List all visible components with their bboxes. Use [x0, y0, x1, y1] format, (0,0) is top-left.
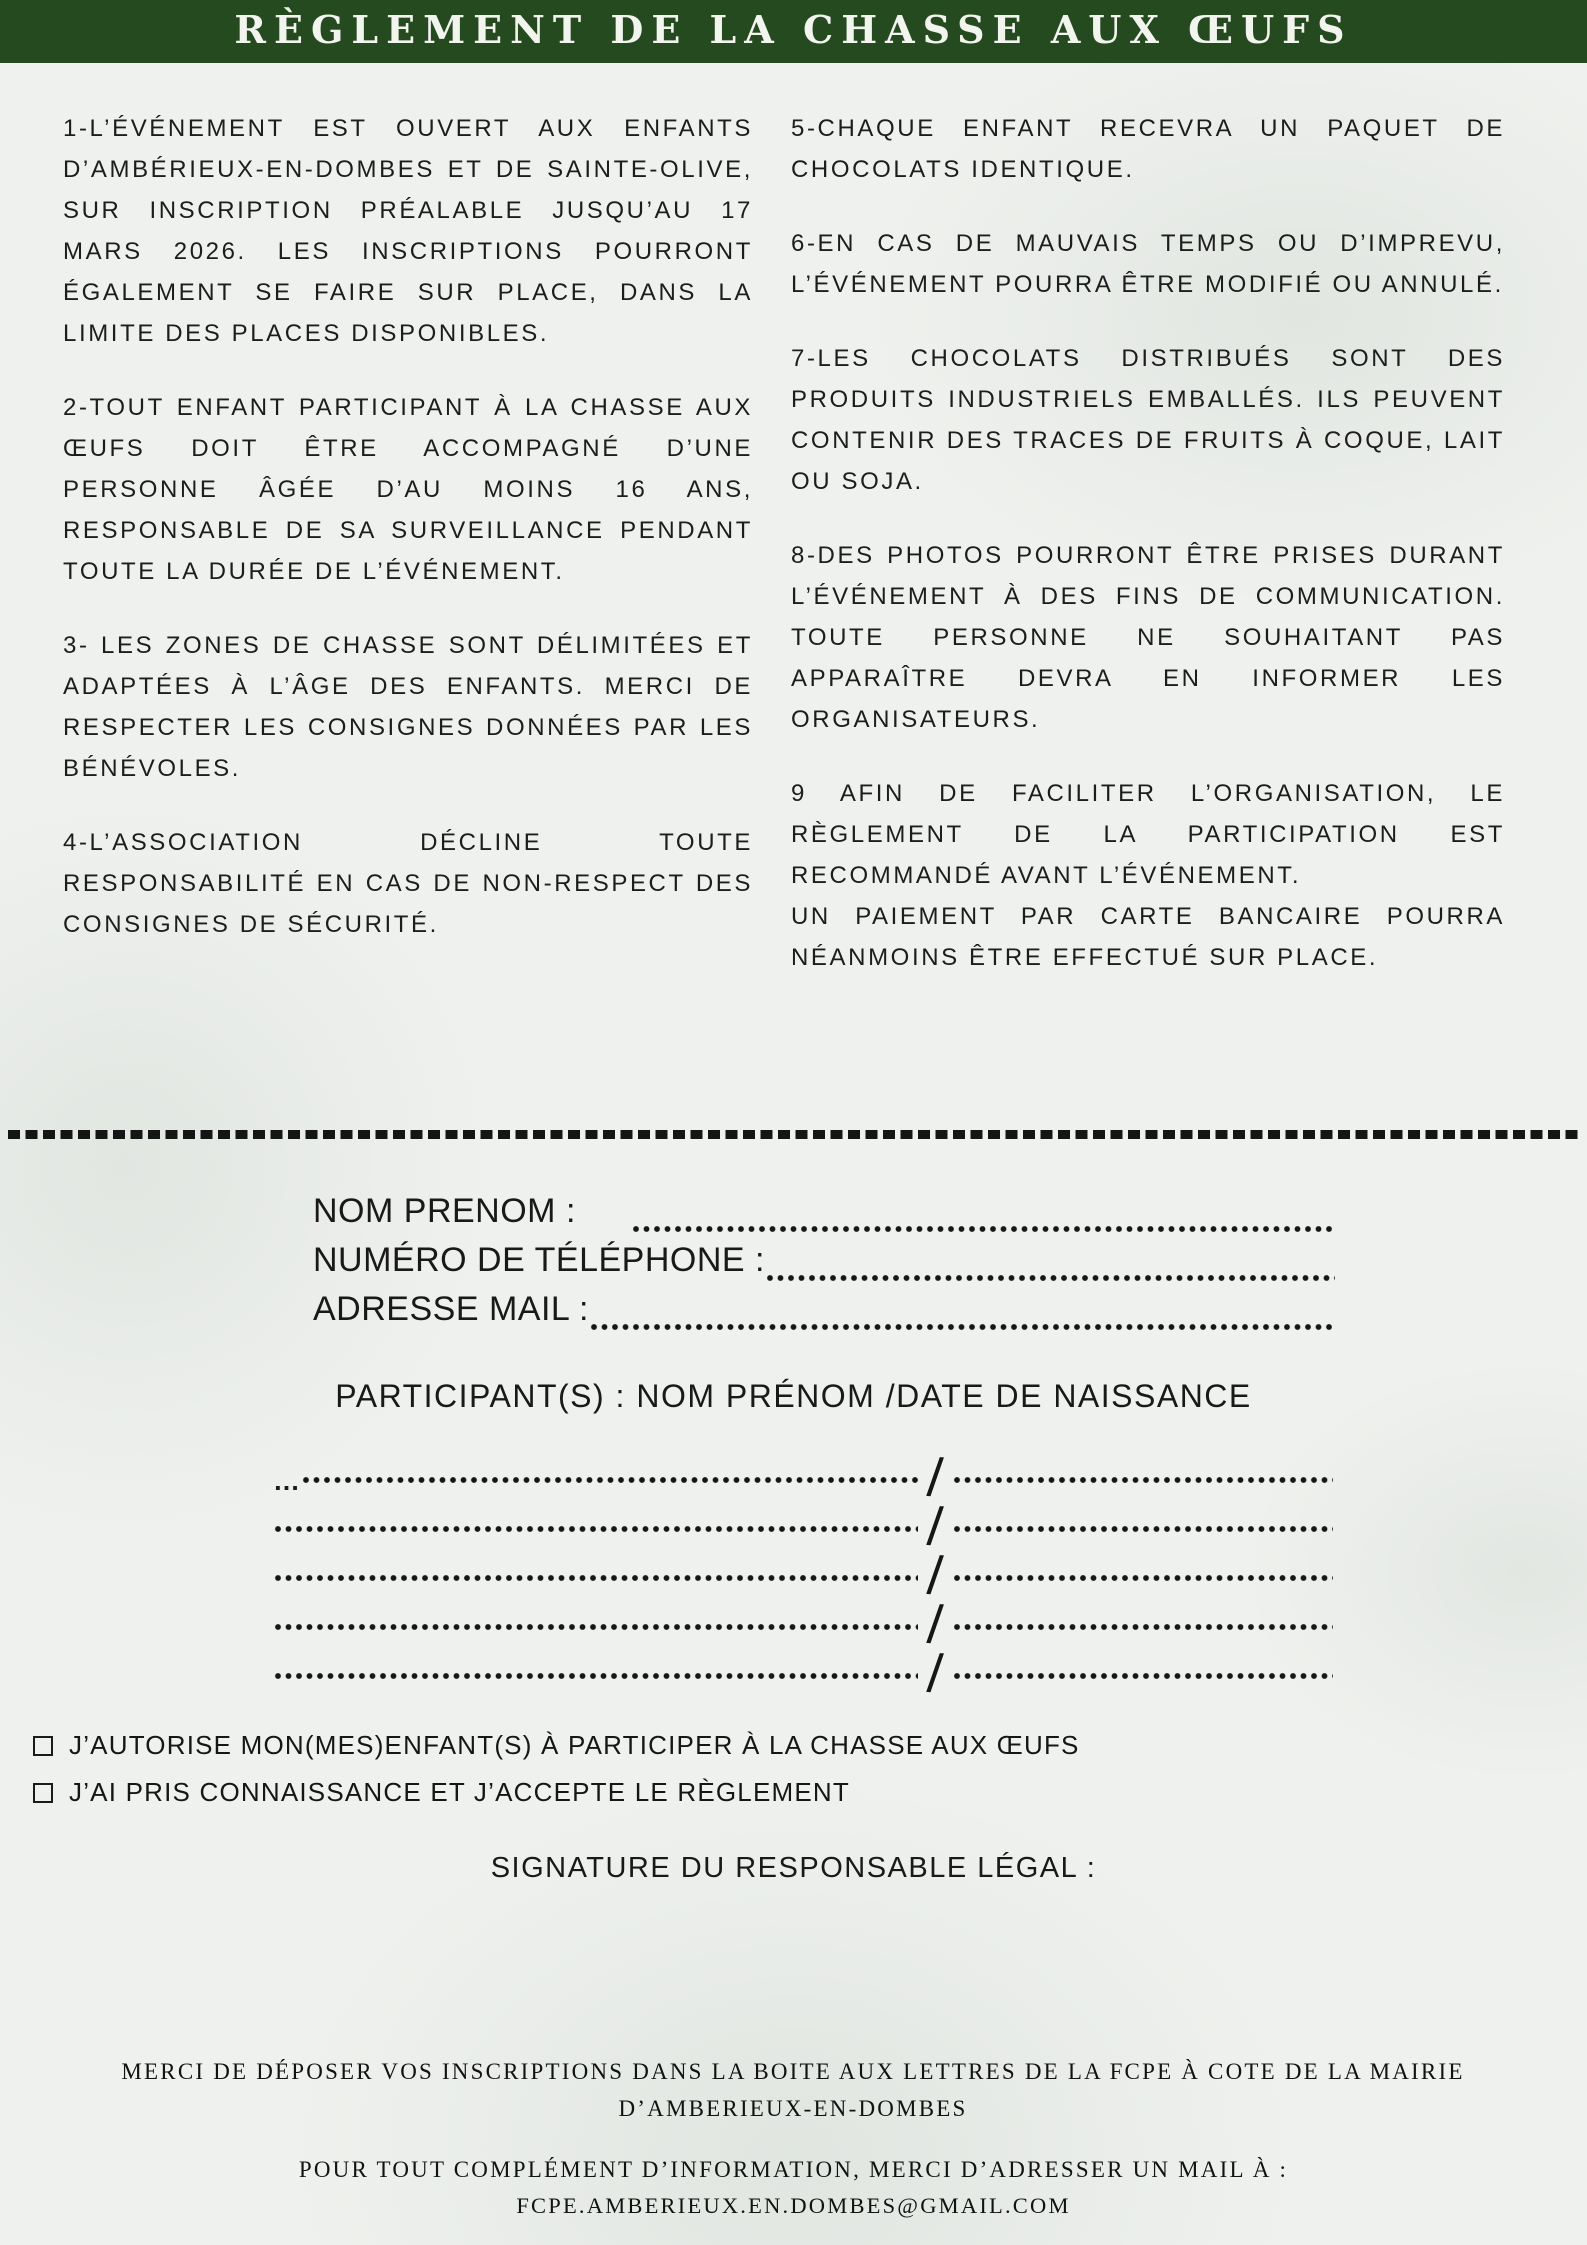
slash-separator: / — [925, 1545, 945, 1607]
participant-row-3 — [273, 1545, 1333, 1607]
participant-name-line[interactable] — [273, 1573, 918, 1583]
contact-email: FCPE.AMBERIEUX.EN.DOMBES@GMAIL.COM — [516, 2193, 1071, 2218]
participant-dob-line[interactable] — [952, 1524, 1333, 1534]
participant-row-1 — [273, 1447, 1333, 1509]
rule-9: 9 AFIN DE FACILITER L’ORGANISATION, LE RÈGLEMENT DE LA PARTICIPATION EST RECOMMANDÉ AVANT L’ÉVÉNEMENT. — [791, 780, 1505, 889]
rule-8: 8-DES PHOTOS POURRONT ÊTRE PRISES DURANT L’ÉVÉNEMENT À DES FINS DE COMMUNICATION. TOUTE PERSONNE NE SOUHAITANT PAS APPARAÎTRE DEVRA EN INFORMER LES ORGANISATEURS. — [791, 542, 1505, 733]
participant-dob-line[interactable] — [952, 1622, 1333, 1632]
participant-name-line[interactable] — [273, 1671, 918, 1681]
participant-name-cell — [273, 1466, 918, 1496]
participant-name-line[interactable] — [273, 1524, 918, 1534]
participant-row-5 — [273, 1643, 1333, 1705]
rule-3: 3- LES ZONES DE CHASSE SONT DÉLIMITÉES ET ADAPTÉES À L’ÂGE DES ENFANTS. MERCI DE RESPECTER LES CONSIGNES DONNÉES PAR LES BÉNÉVOLES. — [63, 632, 753, 782]
rule-1: 1-L’ÉVÉNEMENT EST OUVERT AUX ENFANTS D’AMBÉRIEUX-EN-DOMBES ET DE SAINTE-OLIVE, SUR INSCRIPTION PRÉALABLE JUSQU’AU 17 MARS 2026. LES INSCRIPTIONS POURRONT ÉGALEMENT SE FAIRE SUR PLACE, DANS LA LIMITE DES PLACES DISPONIBLES. — [63, 115, 753, 347]
dropoff-note: MERCI DE DÉPOSER VOS INSCRIPTIONS DANS LA BOITE AUX LETTRES DE LA FCPE À COTE DE LA MAIRIE D’AMBERIEUX-EN-DOMBES — [121, 2059, 1465, 2121]
slash-separator: / — [925, 1594, 945, 1656]
email-field-row — [313, 1290, 1335, 1339]
rule-6: 6-EN CAS DE MAUVAIS TEMPS OU D’IMPREVU, L’ÉVÉNEMENT POURRA ÊTRE MODIFIÉ OU ANNULÉ. — [791, 230, 1505, 298]
phone-field-label: NUMÉRO DE TÉLÉPHONE : — [313, 1241, 765, 1279]
email-input-line[interactable] — [589, 1322, 1335, 1332]
authorize-checkbox[interactable] — [33, 1736, 53, 1756]
participant-row-2 — [273, 1496, 1333, 1558]
participant-dob-line[interactable] — [952, 1475, 1333, 1485]
name-field-label: NOM PRENOM : — [313, 1192, 576, 1230]
participant-name-cell — [273, 1622, 918, 1632]
rule-7: 7-LES CHOCOLATS DISTRIBUÉS SONT DES PRODUITS INDUSTRIELS EMBALLÉS. ILS PEUVENT CONTENIR DES TRACES DE FRUITS À COQUE, LAIT OU SOJA. — [791, 345, 1505, 495]
ellipsis-prefix: … — [273, 1466, 299, 1496]
authorize-label: J’AUTORISE MON(MES)ENFANT(S) À PARTICIPER À LA CHASSE AUX ŒUFS — [69, 1730, 1080, 1760]
participants-lines — [273, 1447, 1333, 1705]
accept-rules-label: J’AI PRIS CONNAISSANCE ET J’ACCEPTE LE RÈGLEMENT — [69, 1777, 850, 1807]
name-input-line[interactable] — [631, 1224, 1335, 1234]
signature-label: SIGNATURE DU RESPONSABLE LÉGAL : — [490, 1852, 1097, 1884]
accept-rules-checkbox[interactable] — [33, 1783, 53, 1803]
accept-rules-row — [33, 1769, 1080, 1816]
authorize-row — [33, 1722, 1080, 1769]
rule-4: 4-L’ASSOCIATION DÉCLINE TOUTE RESPONSABILITÉ EN CAS DE NON-RESPECT DES CONSIGNES DE SÉCURITÉ. — [63, 829, 753, 938]
consent-checkboxes — [33, 1722, 1080, 1816]
phone-input-line[interactable] — [765, 1273, 1335, 1283]
rules-section — [63, 108, 1505, 1011]
slash-separator: / — [925, 1643, 945, 1705]
dashed-separator — [8, 1130, 1579, 1139]
email-field-label: ADRESSE MAIL : — [313, 1290, 589, 1328]
contact-note: POUR TOUT COMPLÉMENT D’INFORMATION, MERCI D’ADRESSER UN MAIL À : — [298, 2157, 1289, 2182]
rule-9-payment-note: UN PAIEMENT PAR CARTE BANCAIRE POURRA NÉANMOINS ÊTRE EFFECTUÉ SUR PLACE. — [791, 903, 1505, 971]
rule-5: 5-CHAQUE ENFANT RECEVRA UN PAQUET DE CHOCOLATS IDENTIQUE. — [791, 115, 1505, 183]
rule-2: 2-TOUT ENFANT PARTICIPANT À LA CHASSE AUX ŒUFS DOIT ÊTRE ACCOMPAGNÉ D’UNE PERSONNE ÂGÉE D’AU MOINS 16 ANS, RESPONSABLE DE SA SURVEILLANCE PENDANT TOUTE LA DURÉE DE L’ÉVÉNEMENT. — [63, 394, 753, 585]
slash-separator: / — [925, 1447, 945, 1509]
participant-name-line[interactable] — [301, 1475, 918, 1485]
participant-name-cell — [273, 1524, 918, 1534]
participant-dob-line[interactable] — [952, 1573, 1333, 1583]
registration-form — [313, 1192, 1335, 1339]
name-field-row — [313, 1192, 1335, 1241]
page-title: RÈGLEMENT DE LA CHASSE AUX ŒUFS — [234, 7, 1353, 52]
slash-separator: / — [925, 1496, 945, 1558]
participants-heading: PARTICIPANT(S) : NOM PRÉNOM /DATE DE NAISSANCE — [335, 1378, 1252, 1414]
participant-name-line[interactable] — [273, 1622, 918, 1632]
rules-column-right — [791, 108, 1505, 1011]
participant-name-cell — [273, 1573, 918, 1583]
participant-dob-line[interactable] — [952, 1671, 1333, 1681]
participant-row-4 — [273, 1594, 1333, 1656]
rules-column-left — [63, 108, 753, 1011]
phone-field-row — [313, 1241, 1335, 1290]
header-bar — [0, 0, 1587, 63]
participant-name-cell — [273, 1671, 918, 1681]
